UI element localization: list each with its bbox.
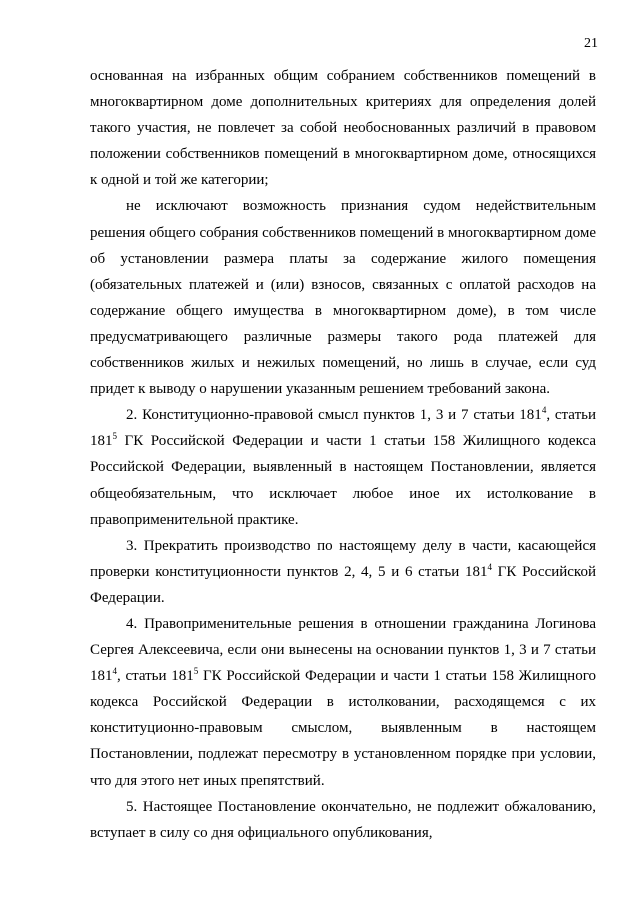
superscript: 4 [541, 405, 547, 416]
text-segment: 4. Правоприменительные решения в отношении гражданина Логинова Сергея Алексеевича, если они вынесены на основании пунктов 1, 3 и 7 статьи 181 [90, 615, 596, 685]
text-segment: основанная на избранных общим собранием собственников помещений в многоквартирном доме дополнительных критериях для определения долей такого участия, не повлечет за собой необоснованных различий в правовом положении собственников помещений в многоквартирном доме, относящихся к одной и той же категории; [90, 68, 596, 189]
text-segment: , статьи 181 [90, 407, 596, 450]
text-segment: 2. Конституционно-правовой смысл пунктов 1, 3 и 7 статьи 181 [126, 407, 542, 424]
text-segment: 5. Настоящее Постановление окончательно, не подлежит обжалованию, вступает в силу со дня официального опубликования, [90, 798, 596, 841]
superscript: 4 [487, 561, 492, 572]
superscript: 5 [193, 666, 199, 677]
paragraph-item-4 [90, 611, 596, 794]
text-segment: ГК Российской Федерации и части 1 статьи 158 Жилищного кодекса Российской Федерации, выявленный в настоящем Постановлении, является общеобязательным, что исключает любое иное их истолкование в правоприменительной практике. [90, 433, 596, 528]
page-number: 21 [584, 36, 598, 51]
paragraph-item-2 [90, 402, 596, 532]
text-segment: ГК Российской Федерации и части 1 статьи 158 Жилищного кодекса Российской Федерации в истолковании, расходящемся с их конституционно-правовым смыслом, выявленным в настоящем Постановлении, подлежат пересмотру в установленном порядке при условии, что для этого нет иных препятствий. [90, 668, 596, 789]
paragraph-continuation [90, 63, 596, 193]
text-segment: не исключают возможность признания судом недействительным решения общего собрания собственников помещений в многоквартирном доме об установлении размера платы за содержание жилого помещения (обязательных платежей и (или) взносов, связанных с оплатой расходов на содержание общего имущества в многоквартирном доме), в том числе предусматривающего различные размеры такого рода платежей для собственников жилых и нежилых помещений, но лишь в случае, если суд придет к выводу о нарушении указанным решением требований закона. [90, 198, 596, 398]
text-segment: 3. Прекратить производство по настоящему делу в части, касающейся проверки конституционности пунктов 2, 4, 5 и 6 статьи 181 [90, 537, 596, 580]
text-segment: , статьи 181 [117, 668, 194, 685]
text-segment: ГК Российской Федерации. [90, 563, 596, 606]
paragraph-item-5 [90, 794, 596, 846]
document-body [90, 63, 596, 846]
superscript: 5 [112, 431, 117, 442]
paragraph-item-3 [90, 533, 596, 611]
superscript: 4 [112, 666, 117, 677]
paragraph-invalidation-clause [90, 193, 596, 402]
